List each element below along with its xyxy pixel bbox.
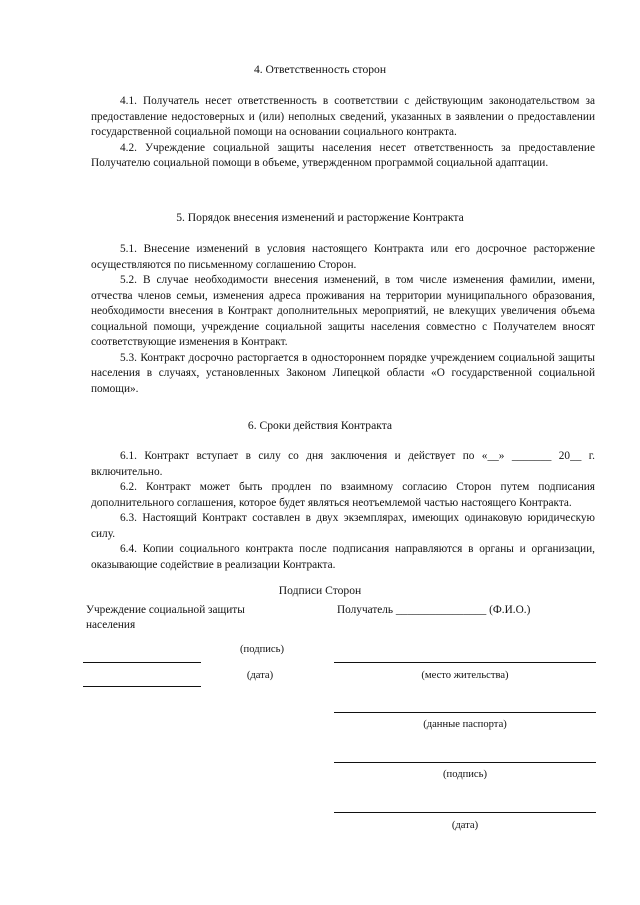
section-4-title: 4. Ответственность сторон — [253, 63, 387, 76]
right-date-line — [334, 812, 596, 813]
paragraph-4-2: 4.2. Учреждение социальной защиты населения несет ответственность за предоставление Получателю социальной помощи в объеме, утвержденном программой социальной адаптации. — [91, 141, 595, 169]
left-signature-line — [83, 662, 201, 663]
right-signature-caption: (подпись) — [443, 769, 487, 780]
paragraph-6-1: 6.1. Контракт вступает в силу со дня заключения и действует по «__» _______ 20__ г. включительно. — [91, 450, 595, 478]
paragraph-6-2: 6.2. Контракт может быть продлен по взаимному согласию Сторон путем подписания дополнительного соглашения, которое будет являться неотъемлемой частью настоящего Контракта. — [91, 481, 595, 509]
signatures-title: Подписи Сторон — [278, 584, 362, 597]
section-5-title: 5. Порядок внесения изменений и расторжение Контракта — [176, 211, 464, 224]
left-date-caption: (дата) — [246, 670, 274, 681]
section-5-body — [91, 242, 595, 397]
left-party-name: Учреждение социальной защиты населения — [86, 604, 245, 631]
paragraph-4-1: 4.1. Получатель несет ответственность в соответствии с действующим законодательством за предоставление недостоверных и (или) неполных сведений, указанных в заявлении о предоставлении государственной социальной помощи на основании социального контракта. — [91, 95, 595, 138]
paragraph-5-1: 5.1. Внесение изменений в условия настоящего Контракта или его досрочное расторжение осуществляются по письменному соглашению Сторон. — [91, 243, 595, 271]
section-6-title: 6. Сроки действия Контракта — [247, 419, 393, 432]
paragraph-6-4: 6.4. Копии социального контракта после подписания направляются в органы и организации, оказывающие содействие в реализации Контракта. — [91, 543, 595, 571]
right-party-name: Получатель ________________ (Ф.И.О.) — [337, 604, 531, 616]
right-residence-caption: (место жительства) — [421, 670, 509, 681]
left-signature-caption: (подпись) — [240, 644, 284, 655]
right-passport-caption: (данные паспорта) — [423, 719, 507, 730]
paragraph-5-2: 5.2. В случае необходимости внесения изменений, в том числе изменения фамилии, имени, отчества членов семьи, изменения адреса проживания на территории муниципального образования, необходимости внесения в Контракт дополнительных мероприятий, не влекущих увеличения объема социальной помощи, учреждение социальной защиты населения совместно с Получателем вносят соответствующие изменения в Контракт. — [91, 274, 595, 348]
right-passport-line — [334, 712, 596, 713]
paragraph-6-3: 6.3. Настоящий Контракт составлен в двух экземплярах, имеющих одинаковую юридическую силу. — [91, 512, 595, 540]
right-signature-line — [334, 762, 596, 763]
section-4-body — [91, 94, 595, 172]
right-residence-line — [334, 662, 596, 663]
section-6-body — [91, 449, 595, 573]
paragraph-5-3: 5.3. Контракт досрочно расторгается в одностороннем порядке учреждением социальной защиты населения в случаях, установленных Законом Липецкой области «О государственной социальной помощи». — [91, 351, 595, 395]
right-date-caption: (дата) — [451, 820, 479, 831]
left-date-line — [83, 686, 201, 687]
